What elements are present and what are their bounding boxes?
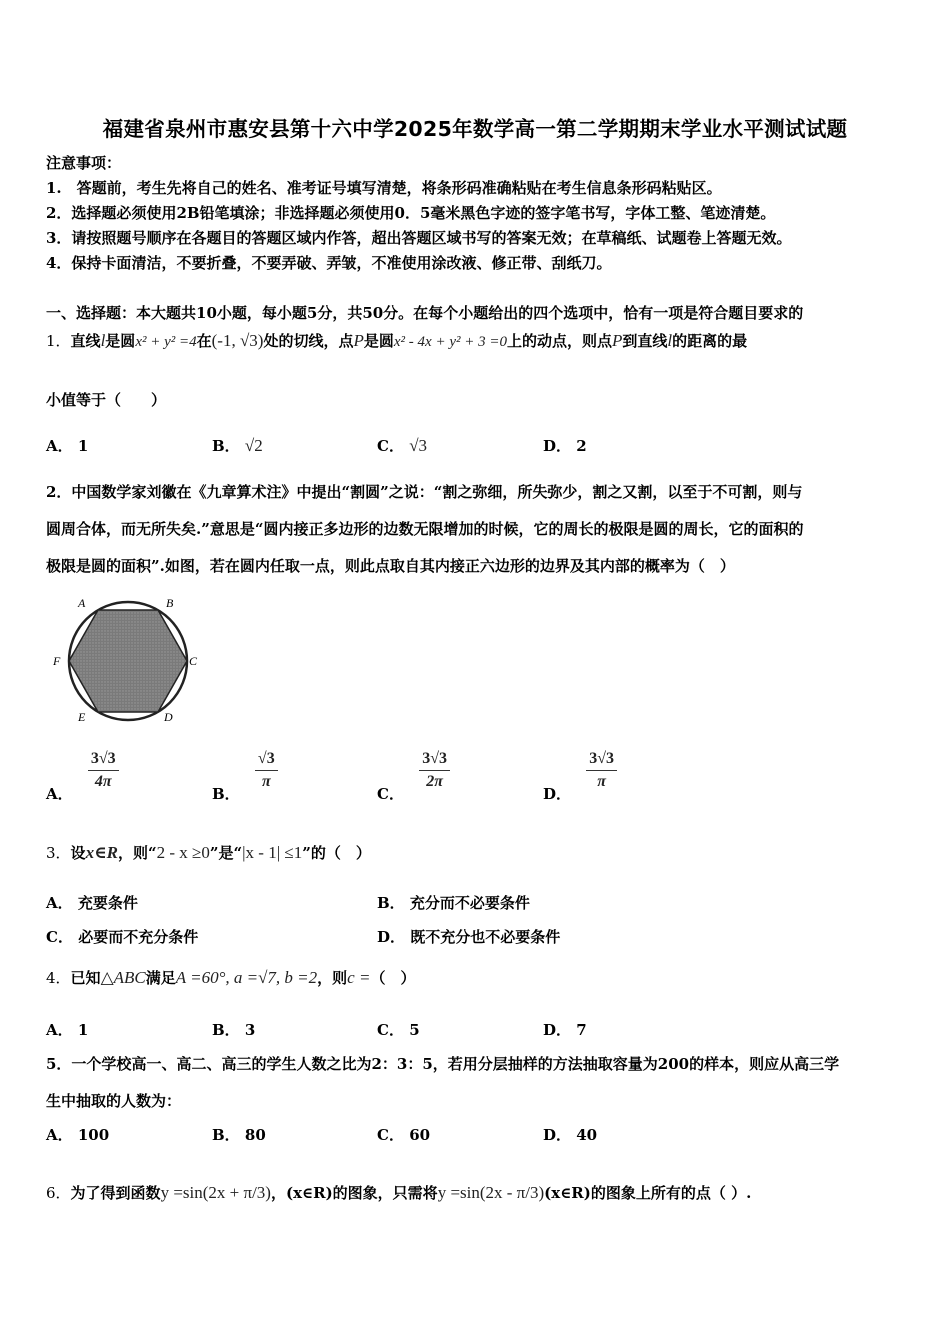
q4-unknown: c = [347,968,371,987]
question-4: 4．已知△ABC满足A =60°, a =√7, b =2，则c =（ ） [46,968,416,987]
q4-option-c: C． 5 [377,1021,420,1039]
q1-circle2-equation: x² - 4x + y² + 3 =0 [393,334,507,350]
q4-option-b: B． 3 [212,1021,256,1039]
vertex-label-f: F [53,654,61,668]
q5-line2: 生中抽取的人数为： [46,1092,182,1110]
q2-option-d: D． $\frac{3√3}{\pi}$ [543,750,617,791]
q2-option-b: B． $\frac{√3}{\pi}$ [212,750,278,791]
q1-number: 1． [46,332,71,350]
question-1: 1．直线l是圆x² + y² =4在(-1, √3)处的切线，点P是圆x² - 4x + y² + 3 =0上的动点，则点P到直线l的距离的最 [46,331,748,350]
q2-line1: 2．中国数学家刘徽在《九章算术注》中提出“割圆”之说：“割之弥细，所失弥少，割之又割，以至于不可割，则与 [46,483,803,501]
q5-option-b: B． 80 [212,1126,266,1144]
q1-option-d: D． 2 [543,437,587,455]
q2-option-c: C． $\frac{3√3}{2\pi}$ [377,750,450,791]
q2-line2: 圆周合体，而无所失矣.”意思是“圆内接正多边形的边数无限增加的时候，它的周长的极限是圆的周长，它的面积的 [46,520,804,538]
vertex-label-d: D [164,710,173,724]
notice-item: 3．请按照题号顺序在各题目的答题区域内作答，超出答题区域书写的答案无效；在草稿纸、试题卷上答题无效。 [46,229,792,247]
q4-option-a: A． 1 [46,1021,89,1039]
q1-option-c: C． √3 [377,436,428,455]
notice-item: 1. 答题前，考生先将自己的姓名、准考证号填写清楚，将条形码准确粘贴在考生信息条形码粘贴区。 [46,179,722,197]
vertex-label-e: E [78,710,86,724]
vertex-label-c: C [189,654,198,668]
q3-condition-1: 2 - x ≥0 [156,843,210,862]
q3-option-a: A． 充要条件 [46,894,138,912]
q1-line2: 小值等于（ ） [46,391,167,409]
q1-option-a: A． 1 [46,437,89,455]
section-heading: 一、选择题：本大题共10小题，每小题5分，共50分。在每个小题给出的四个选项中，恰有一项是符合题目要求的 [46,304,804,322]
vertex-label-a: A [78,596,86,610]
q6-function-2: y =sin(2x - π/3) [437,1183,545,1202]
q2-line3: 极限是圆的面积”.如图，若在圆内任取一点，则此点取自其内接正六边形的边界及其内部的概率为（ ） [46,557,735,575]
q3-set: x∈R [85,843,118,862]
q1-point: (-1, √3) [211,331,264,350]
vertex-label-b: B [166,596,174,610]
notice-item: 4．保持卡面清洁，不要折叠，不要弄破、弄皱，不准使用涂改液、修正带、刮纸刀。 [46,254,612,272]
notice-item: 2．选择题必须使用2B铅笔填涂；非选择题必须使用0．5毫米黑色字迹的签字笔书写，字体工整、笔迹清楚。 [46,204,776,222]
q6-function-1: y =sin(2x + π/3) [160,1183,271,1202]
q1-circle-equation: x² + y² =4 [135,334,197,350]
q3-condition-2: |x - 1| ≤1 [242,843,303,862]
hexagon-shape [69,610,187,712]
q5-option-d: D． 40 [543,1126,598,1144]
q4-option-d: D． 7 [543,1021,587,1039]
hexagon-in-circle-figure [50,594,206,726]
notice-heading: 注意事项： [46,154,122,172]
q5-line1: 5．一个学校高一、高二、高三的学生人数之比为2：3：5，若用分层抽样的方法抽取容量为200的样本，则应从高三学 [46,1055,840,1073]
q4-triangle: △ABC [100,968,146,987]
q4-given: A =60°, a =√7, b =2 [175,968,318,987]
q2-option-a: A． $\frac{3√3}{4\pi}$ [46,750,119,791]
q3-option-d: D． 既不充分也不必要条件 [377,928,561,946]
page-title: 福建省泉州市惠安县第十六中学2025年数学高一第二学期期末学业水平测试试题 [102,117,848,141]
q5-option-c: C． 60 [377,1126,431,1144]
q1-option-b: B． √2 [212,436,263,455]
q3-option-c: C． 必要而不充分条件 [46,928,199,946]
q3-option-b: B． 充分而不必要条件 [377,894,530,912]
question-6: 6．为了得到函数y =sin(2x + π/3)，(x∈R)的图象，只需将y =sin(2x - π/3)(x∈R)的图象上所有的点（ ）. [46,1183,752,1202]
question-3: 3．设x∈R，则“2 - x ≥0”是“|x - 1| ≤1”的（ ） [46,843,371,862]
q5-option-a: A． 100 [46,1126,110,1144]
